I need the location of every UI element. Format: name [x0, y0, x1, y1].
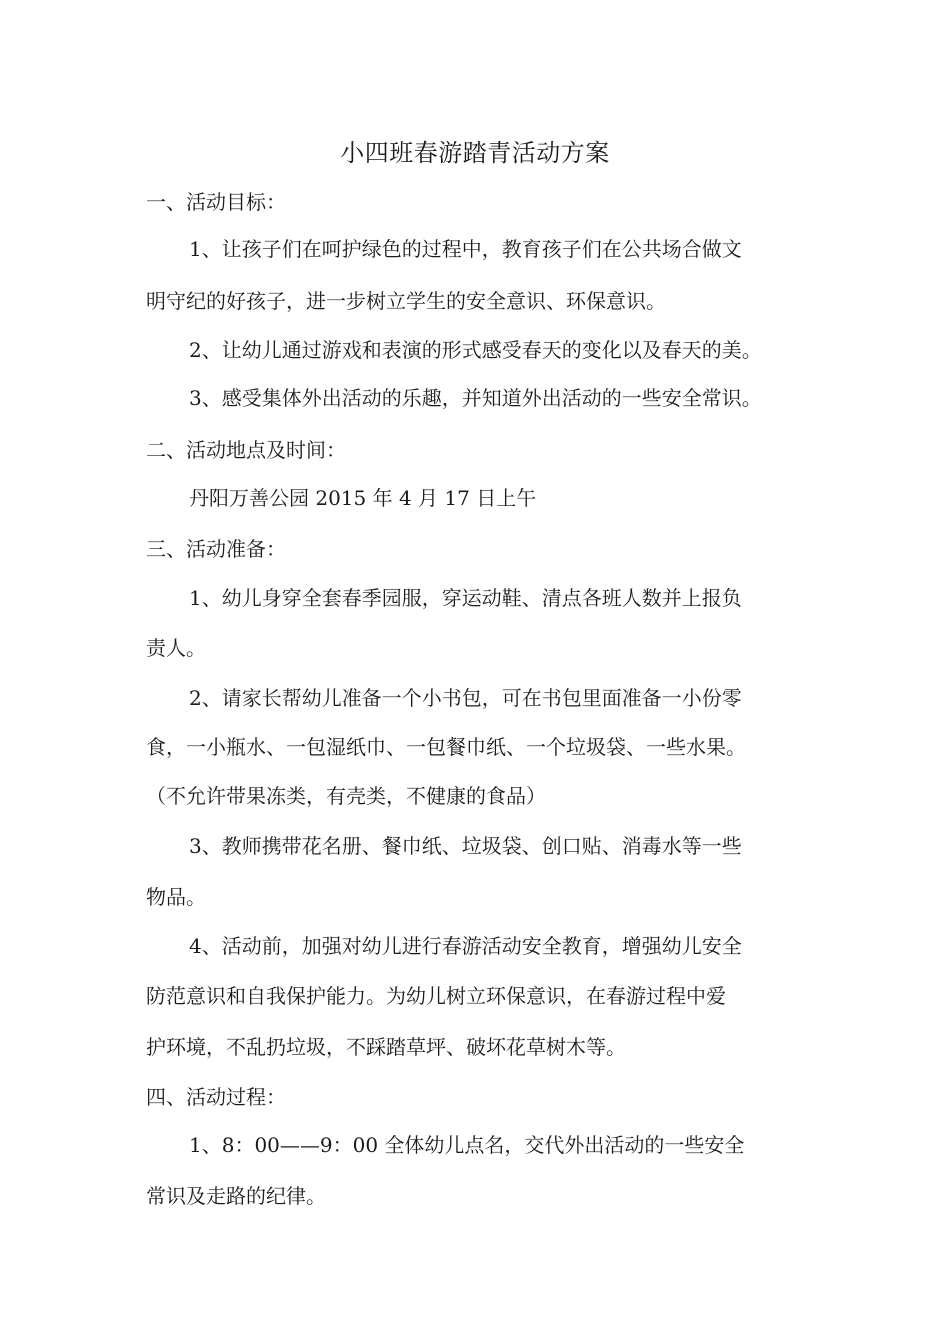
paragraph-line: 4、活动前，加强对幼儿进行春游活动安全教育，增强幼儿安全 [189, 934, 742, 958]
paragraph-line: 责人。 [146, 636, 206, 660]
paragraph-line: 3、感受集体外出活动的乐趣，并知道外出活动的一些安全常识。 [189, 386, 762, 410]
paragraph-line: 3、教师携带花名册、餐巾纸、垃圾袋、创口贴、消毒水等一些 [189, 834, 742, 858]
paragraph-line: 防范意识和自我保护能力。为幼儿树立环保意识，在春游过程中爱 [146, 984, 726, 1008]
section-heading-location-time: 二、活动地点及时间： [146, 438, 346, 462]
paragraph-line: 2、请家长帮幼儿准备一个小书包，可在书包里面准备一小份零 [189, 686, 742, 710]
section-heading-preparation: 三、活动准备： [146, 537, 286, 561]
section-heading-goals: 一、活动目标： [146, 190, 286, 214]
section-heading-process: 四、活动过程： [146, 1085, 286, 1109]
paragraph-line: 物品。 [146, 885, 206, 909]
paragraph-line: 明守纪的好孩子，进一步树立学生的安全意识、环保意识。 [146, 289, 666, 313]
paragraph-line: 1、8：00——9：00 全体幼儿点名，交代外出活动的一些安全 [189, 1133, 745, 1157]
paragraph-line: 食，一小瓶水、一包湿纸巾、一包餐巾纸、一个垃圾袋、一些水果。 [146, 735, 746, 759]
document-title: 小四班春游踏青活动方案 [340, 139, 610, 167]
paragraph-line: 护环境，不乱扔垃圾，不踩踏草坪、破坏花草树木等。 [146, 1035, 626, 1059]
paragraph-line: 1、幼儿身穿全套春季园服，穿运动鞋、清点各班人数并上报负 [189, 586, 742, 610]
paragraph-line: 1、让孩子们在呵护绿色的过程中，教育孩子们在公共场合做文 [189, 237, 742, 261]
paragraph-line: （不允许带果冻类，有壳类，不健康的食品） [146, 784, 546, 808]
paragraph-line: 2、让幼儿通过游戏和表演的形式感受春天的变化以及春天的美。 [189, 338, 762, 362]
paragraph-line: 丹阳万善公园 2015 年 4 月 17 日上午 [189, 486, 537, 510]
paragraph-line: 常识及走路的纪律。 [146, 1184, 326, 1208]
